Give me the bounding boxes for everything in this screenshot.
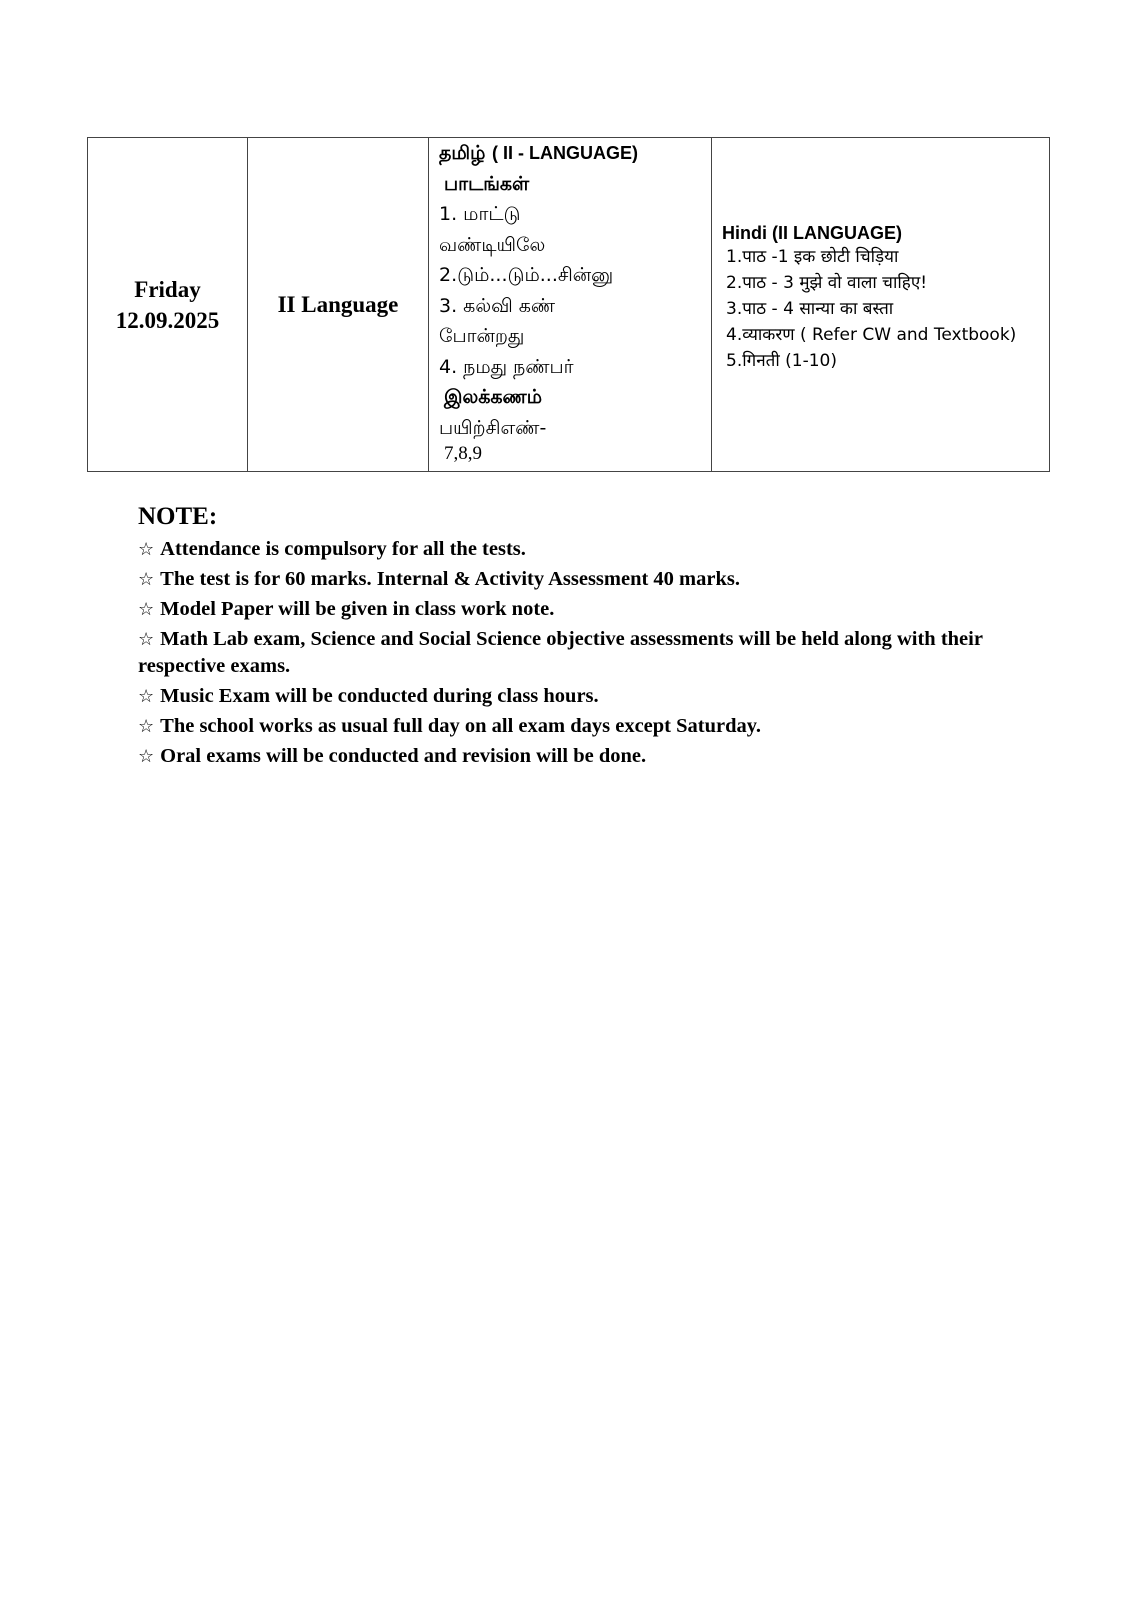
exam-day: Friday	[134, 276, 201, 302]
tamil-title-text: தமிழ்	[439, 142, 486, 164]
table-row	[88, 138, 1050, 472]
note-text: Model Paper will be given in class work note.	[160, 598, 555, 620]
hindi-syllabus-cell	[712, 138, 1050, 472]
tamil-line: போன்றது	[439, 325, 525, 347]
hindi-item: 1.पाठ -1 इक छोटी चिड़िया	[726, 247, 899, 267]
note-item	[138, 566, 1038, 593]
tamil-line: வண்டியிலே	[439, 233, 546, 256]
note-text: Attendance is compulsory for all the tests.	[160, 538, 526, 560]
tamil-line: 4. நமது நண்பர்	[439, 355, 574, 378]
hindi-title: Hindi (II LANGUAGE)	[722, 223, 902, 243]
hindi-item: 4.व्याकरण ( Refer CW and Textbook)	[726, 325, 1017, 345]
star-icon: ☆	[138, 686, 155, 707]
note-text: Music Exam will be conducted during class hours.	[160, 685, 599, 707]
note-item	[138, 683, 1038, 710]
note-text: Math Lab exam, Science and Social Science objective assessments will be held along with their respective exams.	[138, 628, 983, 677]
subject-name: II Language	[277, 291, 399, 317]
note-item	[138, 743, 1038, 770]
hindi-item: 2.पाठ - 3 मुझे वो वाला चाहिए!	[726, 273, 928, 293]
note-text: The school works as usual full day on all exam days except Saturday.	[160, 715, 761, 737]
tamil-title-latin: ( II - LANGUAGE)	[492, 143, 638, 163]
star-icon: ☆	[138, 746, 155, 767]
note-section	[138, 502, 1038, 773]
tamil-line: 1. மாட்டு	[439, 203, 521, 225]
tamil-line: 3. கல்வி கண்	[439, 294, 556, 317]
note-item	[138, 713, 1038, 740]
note-item	[138, 626, 1038, 680]
star-icon: ☆	[138, 629, 155, 650]
tamil-exercise-label: பயிற்சிஎண்-	[439, 416, 547, 439]
date-cell	[88, 138, 248, 472]
star-icon: ☆	[138, 539, 155, 560]
hindi-item: 3.पाठ - 4 सान्या का बस्ता	[726, 299, 894, 319]
star-icon: ☆	[138, 599, 155, 620]
star-icon: ☆	[138, 569, 155, 590]
tamil-exercise-numbers: 7,8,9	[444, 443, 482, 464]
tamil-syllabus-cell	[429, 138, 712, 472]
note-text: Oral exams will be conducted and revision will be done.	[160, 745, 647, 767]
note-item	[138, 536, 1038, 563]
tamil-grammar-heading: இலக்கணம்	[444, 386, 543, 408]
tamil-title	[439, 138, 711, 169]
star-icon: ☆	[138, 716, 155, 737]
exam-date: 12.09.2025	[115, 307, 220, 333]
note-item	[138, 596, 1038, 623]
subject-cell	[248, 138, 429, 472]
note-title: NOTE:	[138, 503, 218, 530]
tamil-lessons-heading: பாடங்கள்	[444, 172, 530, 195]
tamil-line: 2.டும்...டும்...சின்னு	[439, 264, 614, 286]
hindi-item: 5.गिनती (1-10)	[726, 351, 837, 371]
exam-schedule-table	[87, 137, 1050, 472]
note-text: The test is for 60 marks. Internal & Activity Assessment 40 marks.	[160, 568, 740, 590]
